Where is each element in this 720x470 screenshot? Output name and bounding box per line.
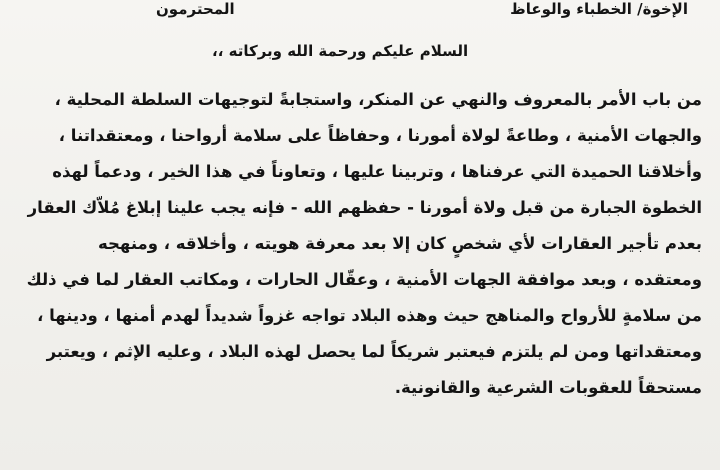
body-line: وأخلاقنا الحميدة التي عرفناها ، وتربينا عليها ، وتعاوناً في هذا الخير ، ودعماً لهذه [52,162,702,181]
body-line: ومعتقداتها ومن لم يلتزم فيعتبر شريكاً لما يحصل لهذه البلاد ، وعليه الإثم ، ويعتبر [46,342,702,361]
letter-header [0,0,720,26]
body-line: الخطوة الجبارة من قبل ولاة أمورنا - حفظهم الله - فإنه يجب علينا إبلاغ مُلاّك العقار [27,198,702,217]
body-line: والجهات الأمنية ، وطاعةً لولاة أمورنا ، وحفاظاً على سلامة أرواحنا ، ومعتقداتنا ، [58,126,702,145]
letter-body [26,82,702,406]
body-line: من باب الأمر بالمعروف والنهي عن المنكر، واستجابةً لتوجيهات السلطة المحلية ، [54,90,702,109]
body-line: بعدم تأجير العقارات لأي شخصٍ كان إلا بعد معرفة هويته ، وأخلاقه ، ومنهجه [98,234,702,253]
addressee-title: الإخوة/ الخطباء والوعاظ [510,0,688,18]
addressee-honorific: المحترمون [156,0,235,18]
body-line: من سلامةٍ للأرواح والمناهج حيث وهذه البلاد تواجه غزواً شديداً لهدم أمنها ، ودينها ، [37,306,702,325]
body-line: مستحقاً للعقوبات الشرعية والقانونية. [394,378,702,397]
greeting-line: السلام عليكم ورحمة الله وبركاته ،، [212,42,469,60]
body-line: ومعتقده ، وبعد موافقة الجهات الأمنية ، وعقّال الحارات ، ومكاتب العقار لما في ذلك [26,270,702,289]
